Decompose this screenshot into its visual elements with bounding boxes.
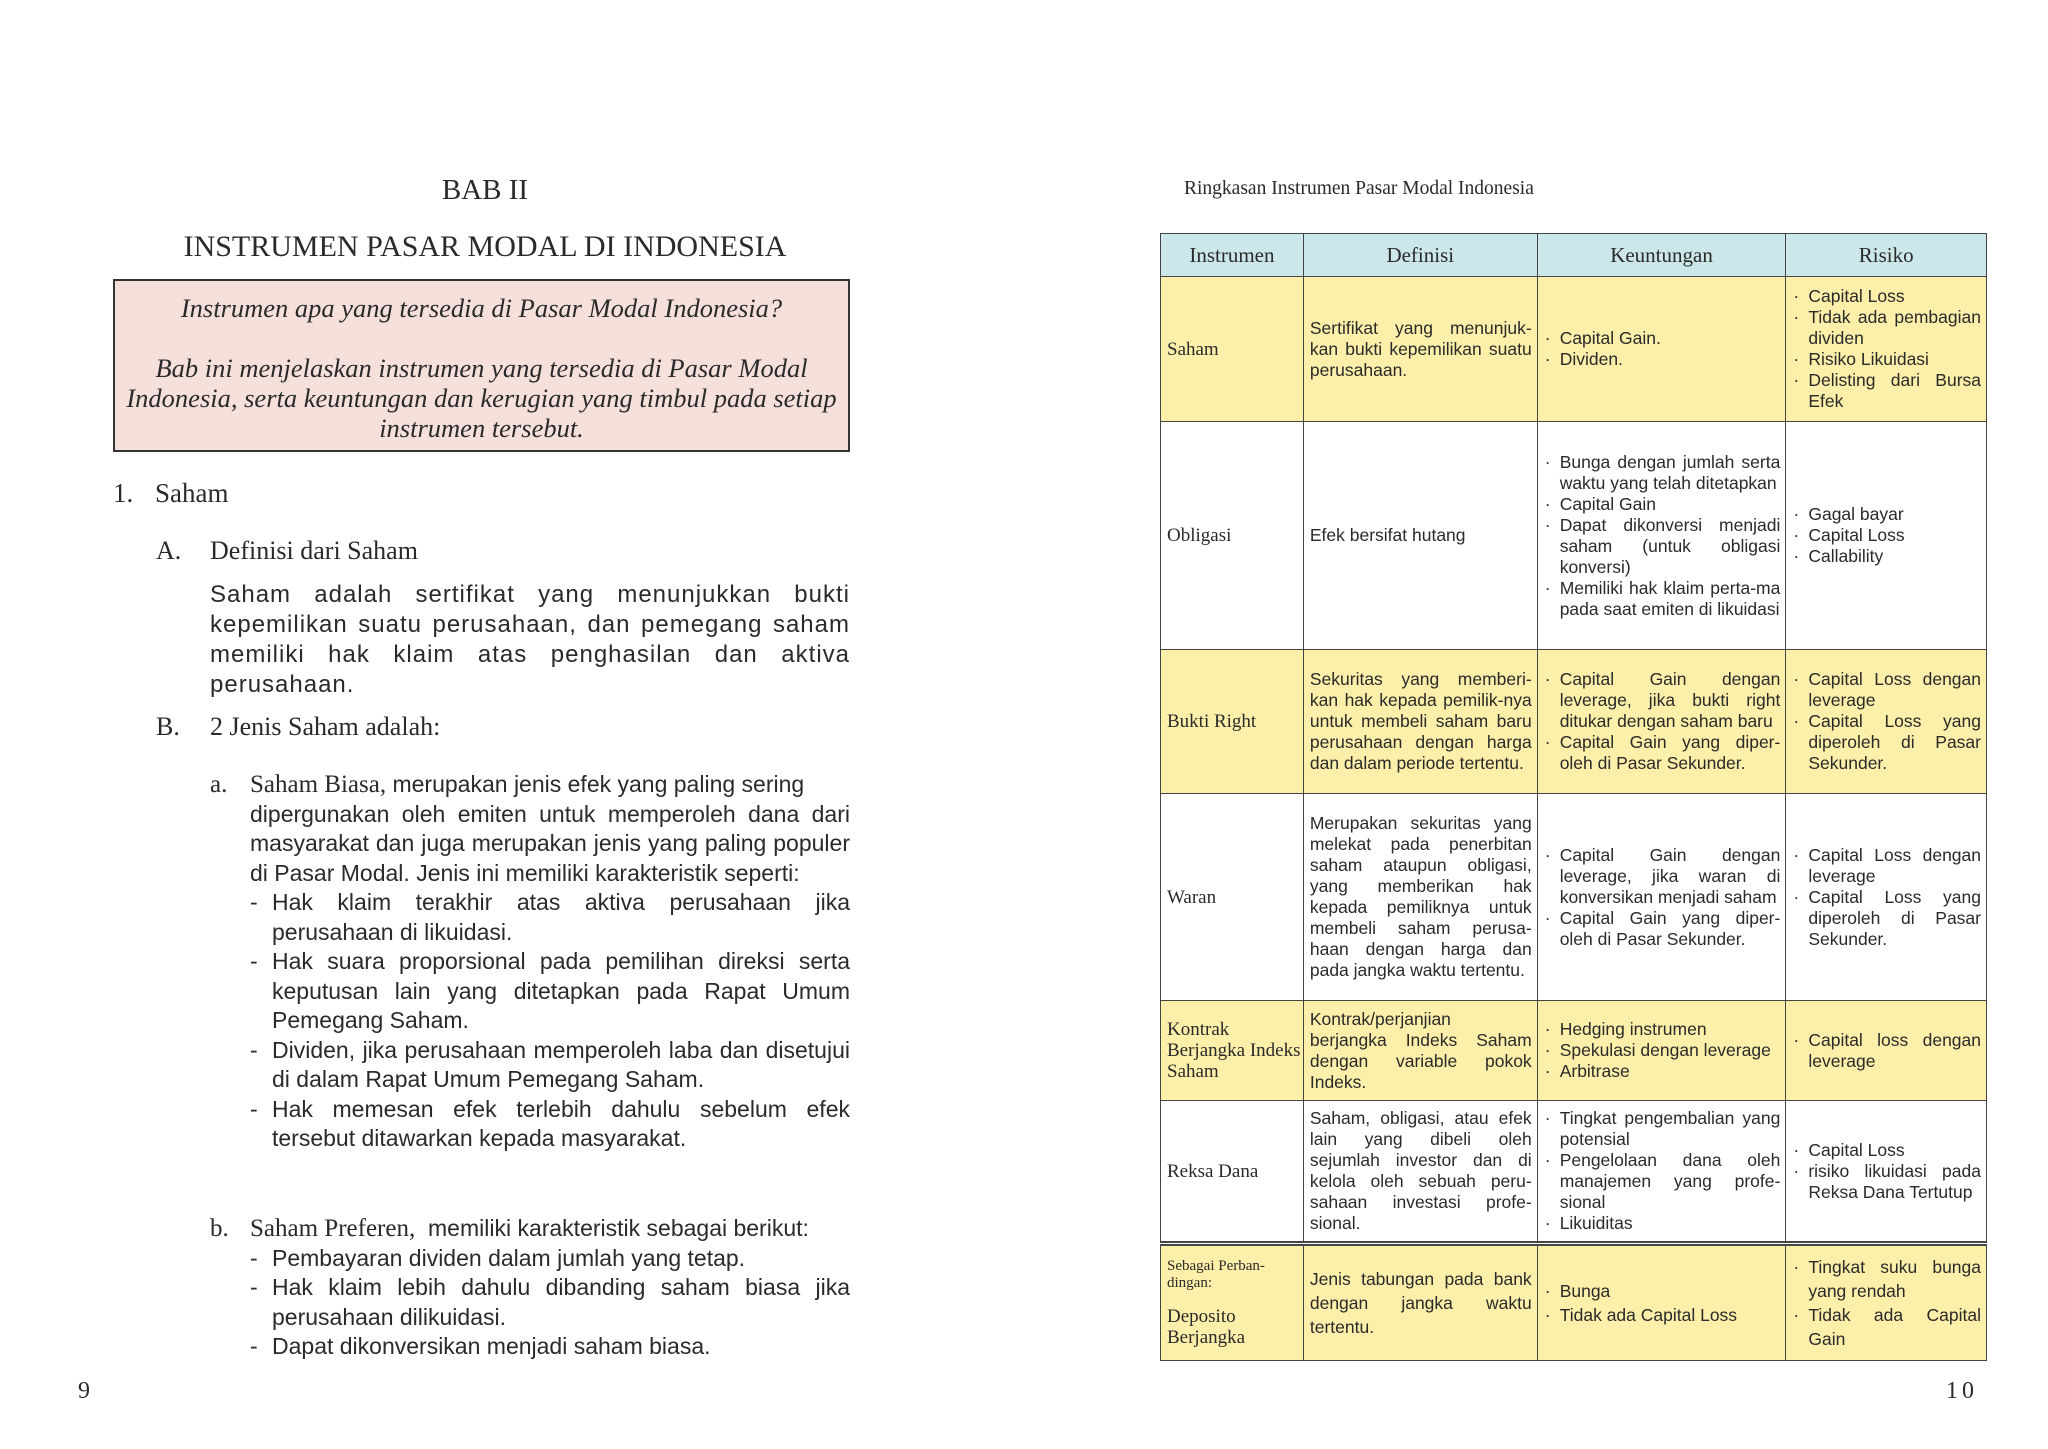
header-definisi: Definisi <box>1303 234 1537 277</box>
list-item: - Hak klaim lebih dahulu dibanding saham biasa jika perusahaan dilikuidasi. <box>250 1274 850 1330</box>
list-marker: b. <box>210 1215 229 1242</box>
instrument-name: Obligasi <box>1161 422 1304 650</box>
section-heading-saham <box>113 478 229 509</box>
instrument-gains: · Tingkat pengembalian yang potensial · Pengelolaan dana oleh manajemen yang profe-sional · Likuiditas <box>1537 1101 1786 1244</box>
intro-question: Instrumen apa yang tersedia di Pasar Modal Indonesia? <box>180 293 783 323</box>
table-row <box>1161 422 1987 650</box>
header-risiko: Risiko <box>1786 234 1987 277</box>
instrument-gains: · Hedging instrumen · Spekulasi dengan leverage · Arbitrase <box>1537 1001 1786 1101</box>
instrument-name: Waran <box>1161 794 1304 1001</box>
table-row <box>1161 794 1987 1001</box>
instrument-gains: · Capital Gain dengan leverage, jika waran di konversikan menjadi saham · Capital Gain yang diper-oleh di Pasar Sekunder. <box>1537 794 1786 1001</box>
instrument-risks: · Tingkat suku bunga yang rendah · Tidak ada Capital Gain <box>1786 1244 1987 1361</box>
chapter-title: INSTRUMEN PASAR MODAL DI INDONESIA <box>183 230 787 263</box>
saham-preferen-block <box>210 1214 850 1362</box>
instrument-definition: Sertifikat yang menunjuk-kan bukti kepemilikan suatu perusahaan. <box>1303 277 1537 422</box>
table-row <box>1161 1244 1987 1361</box>
intro-text: Bab ini menjelaskan instrumen yang tersedia di Pasar Modal Indonesia, serta keuntungan dan kerugian yang timbul pada setiap instrumen tersebut. <box>126 353 837 443</box>
header-keuntungan: Keuntungan <box>1537 234 1786 277</box>
instrument-risks: · Capital Loss · risiko likuidasi pada Reksa Dana Tertutup <box>1786 1101 1987 1244</box>
subsection-heading-definisi <box>156 536 418 566</box>
section-title: Saham <box>155 478 229 508</box>
page-number-left: 9 <box>78 1378 90 1404</box>
list-item: - Hak suara proporsional pada pemilihan direksi serta keputusan lain yang ditetapkan pada Rapat Umum Pemegang Saham. <box>250 948 850 1033</box>
instrument-name <box>1161 1244 1304 1361</box>
chapter-label: BAB II <box>441 174 529 206</box>
saham-biasa-text: dipergunakan oleh emiten untuk memperoleh dana dari masyarakat dan juga merupakan jenis yang paling populer di Pasar Modal. Jenis ini memiliki karakteristik seperti: <box>250 800 850 886</box>
definisi-paragraph: Saham adalah sertifikat yang menunjukkan bukti kepemilikan suatu perusahaan, dan pemegang saham memiliki hak klaim atas penghasilan dan aktiva perusahaan. <box>210 581 850 698</box>
list-item: - Dividen, jika perusahaan memperoleh laba dan disetujui di dalam Rapat Umum Pemegang Saham. <box>250 1036 850 1092</box>
instrument-summary-table <box>1160 233 1987 1361</box>
table-row <box>1161 1001 1987 1101</box>
intro-box <box>113 279 850 452</box>
instrument-risks: · Gagal bayar · Capital Loss · Callability <box>1786 422 1987 650</box>
instrument-definition: Sekuritas yang memberi-kan hak kepada pemilik-nya untuk membeli saham baru perusahaan dengan harga dan dalam periode tertentu. <box>1303 650 1537 794</box>
saham-biasa-first-line: merupakan jenis efek yang paling sering <box>386 771 805 797</box>
instrument-risks: · Capital Loss · Tidak ada pembagian dividen · Risiko Likuidasi · Delisting dari Bursa Efek <box>1786 277 1987 422</box>
subsection-title: Definisi dari Saham <box>210 536 418 565</box>
subsection-letter: B. <box>156 712 180 741</box>
instrument-definition: Saham, obligasi, atau efek lain yang dibeli oleh sejumlah investor dan di kelola oleh sebuah peru-sahaan investasi profe-sional. <box>1303 1101 1537 1244</box>
list-item: - Hak klaim terakhir atas aktiva perusahaan jika perusahaan di likuidasi. <box>250 889 850 945</box>
list-item: - Pembayaran dividen dalam jumlah yang tetap. <box>250 1244 746 1271</box>
instrument-definition: Kontrak/perjanjian berjangka Indeks Saham dengan variable pokok Indeks. <box>1303 1001 1537 1101</box>
instrument-name: Saham <box>1161 277 1304 422</box>
instrument-definition: Merupakan sekuritas yang melekat pada penerbitan saham ataupun obligasi, yang memberikan hak kepada pemiliknya untuk membeli saham perusa-haan dengan harga dan pada jangka waktu tertentu. <box>1303 794 1537 1001</box>
header-instrumen: Instrumen <box>1161 234 1304 277</box>
list-item: - Hak memesan efek terlebih dahulu sebelum efek tersebut ditawarkan kepada masyarakat. <box>250 1095 850 1151</box>
instrument-gains: · Bunga · Tidak ada Capital Loss <box>1537 1244 1786 1361</box>
table-row <box>1161 277 1987 422</box>
instrument-definition: Jenis tabungan pada bank dengan jangka waktu tertentu. <box>1303 1244 1537 1361</box>
instrument-gains: · Capital Gain dengan leverage, jika bukti right ditukar dengan saham baru · Capital Gain yang diper-oleh di Pasar Sekunder. <box>1537 650 1786 794</box>
instrument-gains: · Bunga dengan jumlah serta waktu yang telah ditetapkan · Capital Gain · Dapat dikonversi menjadi saham (untuk obligasi konversi) · Memiliki hak klaim perta-ma pada saat emiten di likuidasi <box>1537 422 1786 650</box>
list-item: - Dapat dikonversikan menjadi saham biasa. <box>250 1333 711 1359</box>
instrument-name: Bukti Right <box>1161 650 1304 794</box>
saham-preferen-label: Saham Preferen, <box>250 1215 416 1242</box>
saham-biasa-label: Saham Biasa, <box>250 771 387 798</box>
table-caption: Ringkasan Instrumen Pasar Modal Indonesia <box>1184 178 1534 199</box>
instrument-risks: · Capital Loss dengan leverage · Capital Loss yang diperoleh di Pasar Sekunder. <box>1786 794 1987 1001</box>
instrument-name: Reksa Dana <box>1161 1101 1304 1244</box>
table-header-row <box>1161 234 1987 277</box>
instrument-risks: · Capital Loss dengan leverage · Capital Loss yang diperoleh di Pasar Sekunder. <box>1786 650 1987 794</box>
instrument-risks: · Capital loss dengan leverage <box>1786 1001 1987 1101</box>
list-marker: a. <box>210 771 228 798</box>
saham-biasa-block <box>210 770 850 1154</box>
comparison-note: Sebagai Perban-dingan: <box>1167 1258 1265 1291</box>
subsection-title: 2 Jenis Saham adalah: <box>210 712 441 741</box>
table-row <box>1161 1101 1987 1244</box>
saham-preferen-first-line: memiliki karakteristik sebagai berikut: <box>415 1215 809 1241</box>
instrument-name-text: Deposito Berjangka <box>1167 1306 1246 1348</box>
subsection-heading-jenis <box>156 712 440 742</box>
subsection-letter: A. <box>156 536 182 565</box>
instrument-name: Kontrak Berjangka Indeks Saham <box>1161 1001 1304 1101</box>
section-number: 1. <box>113 478 134 508</box>
table-row <box>1161 650 1987 794</box>
instrument-definition: Efek bersifat hutang <box>1303 422 1537 650</box>
page-number-right: 10 <box>1946 1378 1978 1404</box>
instrument-gains: · Capital Gain. · Dividen. <box>1537 277 1786 422</box>
